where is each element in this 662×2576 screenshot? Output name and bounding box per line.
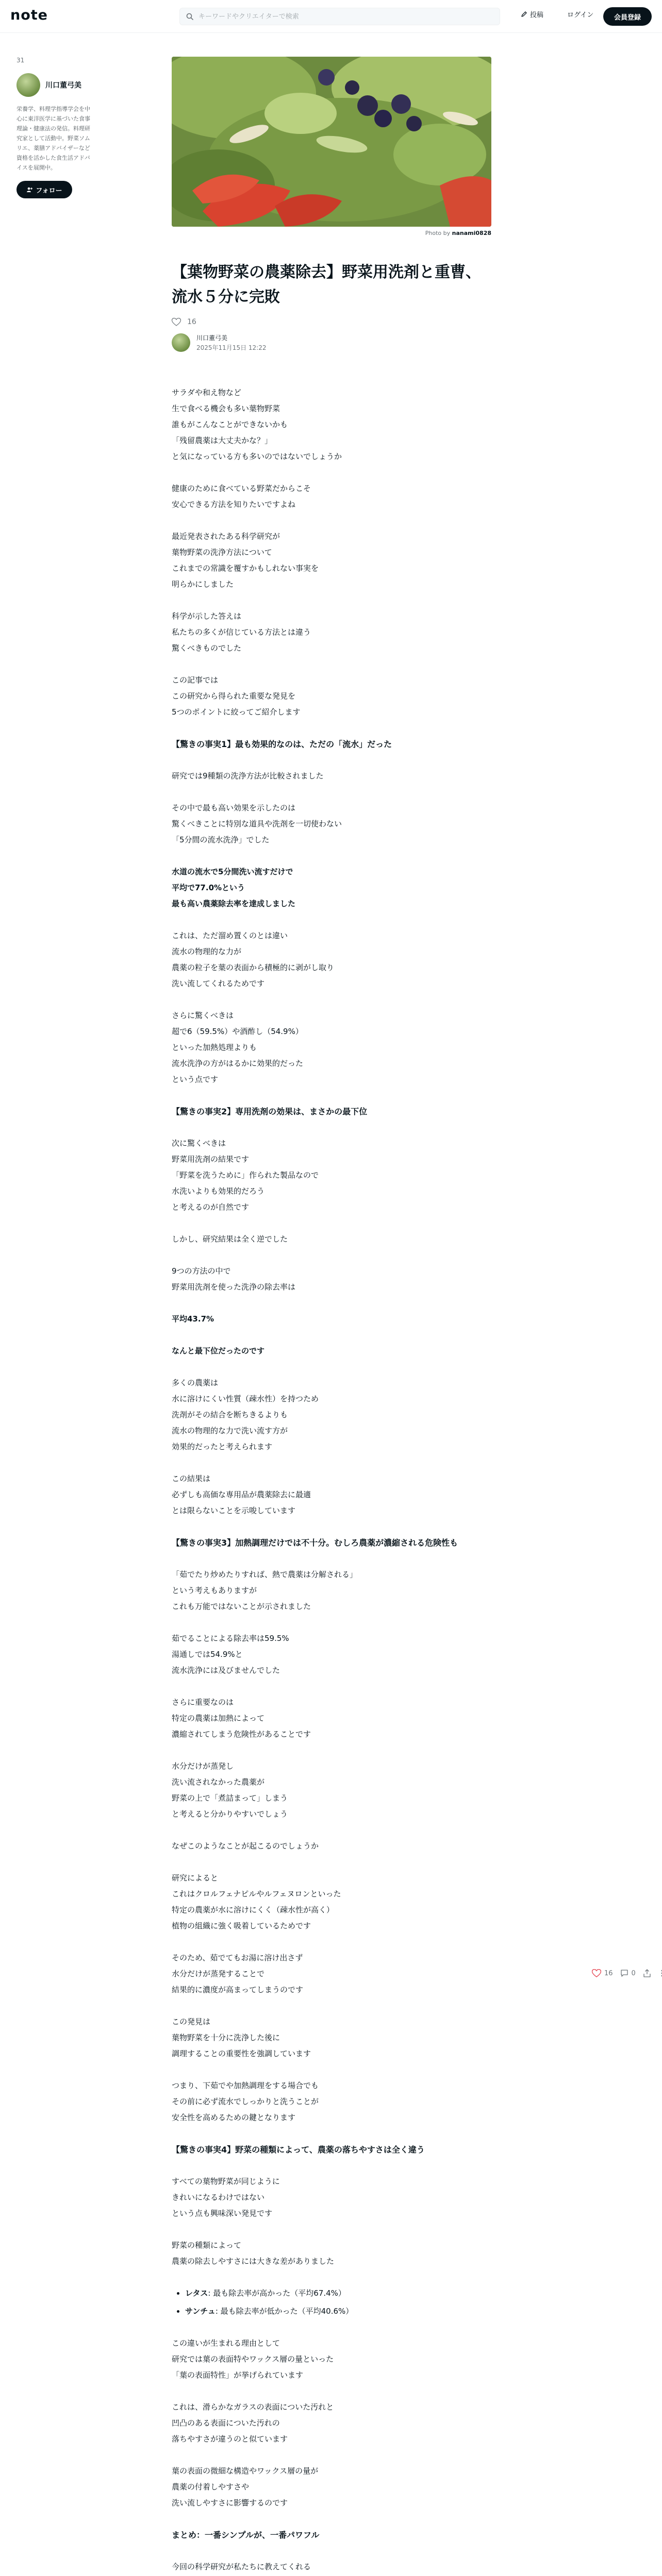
section-heading: 【驚きの事実3】加熱調理だけでは不十分。むしろ農薬が濃縮される危険性も (172, 1538, 458, 1548)
section-heading: 【驚きの事実2】専用洗剤の効果は、まさかの最下位 (172, 1107, 368, 1116)
photo-credit-name[interactable]: nanami0828 (452, 230, 491, 236)
article-paragraph: この結果は 必ずしも高価な専用品が農薬除去に最適 とは限らないことを示唆しています (172, 1474, 311, 1515)
like-row (172, 318, 491, 326)
login-label: ログイン (567, 11, 594, 19)
article-paragraph: この記事では この研究から得られた重要な発見を 5つのポイントに絞ってご紹介します (172, 675, 301, 717)
heart-icon[interactable] (172, 318, 181, 326)
signup-button[interactable] (603, 7, 652, 26)
list-item-label: レタス (185, 2289, 208, 2298)
article-paragraph: 最近発表されたある科学研究が 葉物野菜の洗浄方法について これまでの常識を覆すかもしれない事実を 明らかにしました (172, 532, 319, 589)
sidebar-author[interactable] (16, 73, 94, 97)
note-logo[interactable]: note (10, 7, 48, 23)
article-paragraph: 平均43.7% (172, 1314, 214, 1324)
article-paragraph: 次に驚くべきは 野菜用洗剤の結果です 「野菜を洗うために」作られた製品なので 水洗いよりも効果的だろう と考えるのが自然です (172, 1139, 319, 1212)
list-item-text: : 最も除去率が高かった（平均67.4%） (208, 2289, 346, 2298)
article-paragraph: 研究では9種類の洗浄方法が比較されました (172, 771, 324, 781)
more-icon[interactable] (658, 1969, 662, 1977)
bullet-list (185, 2285, 491, 2319)
comment-count: 0 (631, 1969, 636, 1977)
article-paragraph: そのため、茹でてもお湯に溶け出さず 水分だけが蒸発することで 結果的に濃度が高まってしまうのです (172, 1953, 304, 1994)
section-heading: 【驚きの事実4】野菜の種類によって、農薬の落ちやすさは全く違う (172, 2145, 425, 2155)
article-body (172, 385, 491, 2576)
section-heading: 【驚きの事実1】最も効果的なのは、ただの「流水」だった (172, 739, 392, 749)
search-input[interactable] (198, 13, 467, 21)
comment-icon[interactable] (620, 1969, 628, 1977)
photo-credit-prefix: Photo by (425, 230, 451, 236)
avatar[interactable] (172, 333, 190, 352)
photo-credit (172, 230, 491, 236)
article-paragraph: なぜこのようなことが起こるのでしょうか (172, 1841, 319, 1851)
list-item-text: : 最も除去率が低かった（平均40.6%） (215, 2307, 354, 2316)
publish-date: 2025年11月15日 12:22 (196, 344, 267, 351)
article-paragraph: しかし、研究結果は全く逆でした (172, 1234, 288, 1244)
post-button[interactable] (521, 9, 543, 19)
article-paragraph: サラダや和え物など 生で食べる機会も多い葉物野菜 誰もがこんなことができないかも 「残留農薬は大丈夫かな？」 と気になっている方も多いのではないでしょうか (172, 388, 342, 461)
article-paragraph: さらに驚くべきは 超で6（59.5%）や酒酢し（54.9%） といった加熱処理よりも 流水洗浄の方がはるかに効果的だった という点です (172, 1011, 304, 1084)
article-paragraph: なんと最下位だったのです (172, 1346, 265, 1355)
list-item (185, 2303, 491, 2319)
author-bio: 栄養学、料理学指導学会を中心に東洋医学に基づいた食事理論・健康法の発信。料理研究家として活動中。野菜ソムリエ、薬膳アドバイザーなど資格を活かした食生活アドバイスを展開中。 (16, 106, 90, 171)
article-paragraph: これは、滑らかなガラスの表面についた汚れと 凹凸のある表面についた汚れの 落ちやすさが違うのと似ています (172, 2402, 334, 2444)
salad-photo (172, 57, 491, 227)
article-paragraph: 研究によると これはクロルフェナピルやルフェヌロンといった 特定の農薬が水に溶けにくく（疎水性が高く） 植物の組織に強く吸着しているためです (172, 1873, 341, 1930)
search-box[interactable] (179, 8, 500, 25)
post-label: 投稿 (530, 11, 544, 19)
article-paragraph: 野菜の種類によって 農薬の除去しやすさには大きな差がありました (172, 2241, 335, 2266)
action-bar (592, 1969, 662, 1977)
article-paragraph: 茹でることによる除去率は59.5% 湯通しでは54.9%と 流水洗浄には及びませんでした (172, 1634, 289, 1675)
article-paragraph: 水分だけが蒸発し 洗い流されなかった農薬が 野菜の上で「煮詰まって」しまう と考えると分かりやすいでしょう (172, 1761, 288, 1819)
heart-icon[interactable] (592, 1969, 601, 1977)
section-heading: まとめ：一番シンプルが、一番パワフル (172, 2530, 320, 2540)
site-header (0, 0, 662, 33)
person-plus-icon (26, 187, 32, 193)
article-title: 【葉物野菜の農薬除去】野菜用洗剤と重曹、流水５分に完敗 (172, 263, 481, 306)
article-paragraph: この発見は 葉物野菜を十分に洗浄した後に 調理することの重要性を強調しています (172, 2017, 311, 2058)
article-paragraph: この違いが生まれる理由として 研究では葉の表面特やワックス層の量といった 「葉の表面特性」が挙げられています (172, 2338, 334, 2380)
magazine-count: 31 (16, 57, 25, 64)
article-paragraph: その中で最も高い効果を示したのは 驚くべきことに特別な道具や洗剤を一切使わない 「5分間の流水洗浄」でした (172, 803, 342, 844)
article-paragraph: さらに重要なのは 特定の農薬は加熱によって 濃縮されてしまう危険性があることです (172, 1698, 311, 1739)
article-paragraph: これは、ただ溜め置くのとは違い 流水の物理的な力が 農薬の粒子を葉の表面から積極的に剥がし取り 洗い流してくれるためです (172, 931, 335, 988)
share-icon[interactable] (643, 1969, 651, 1977)
byline-author[interactable]: 川口董弓美 (196, 334, 228, 342)
article-paragraph: つまり、下茹でや加熱調理をする場合でも その前に必ず流水でしっかりと洗うことが 安全性を高めるための鍵となります (172, 2081, 319, 2122)
pencil-icon (521, 11, 527, 18)
avatar[interactable] (16, 73, 40, 97)
article-paragraph: 今回の科学研究が私たちに教えてくれる (172, 2562, 311, 2571)
article-paragraph: 9つの方法の中で 野菜用洗剤を使った洗浄の除去率は (172, 1266, 296, 1292)
article-paragraph: 「茹でたり炒めたりすれば、熱で農薬は分解される」 という考えもありますが これも万能ではないことが示されました (172, 1570, 358, 1611)
article-paragraph: 水道の流水で5分間洗い流すだけで 平均で77.0%という 最も高い農薬除去率を達成しました (172, 867, 296, 908)
like-count: 16 (187, 318, 196, 326)
list-item-label: サンチュ (185, 2307, 216, 2316)
article-paragraph: 健康のために食べている野菜だからこそ 安心できる方法を知りたいですよね (172, 484, 311, 509)
signup-label: 会員登録 (614, 13, 641, 22)
author-sidebar (16, 57, 94, 198)
article-paragraph: 多くの農薬は 水に溶けにくい性質（疎水性）を持つため 洗剤がその結合を断ちきるよりも 流水の物理的な力で洗い流す方が 効果的だったと考えられます (172, 1378, 319, 1451)
follow-label: フォロー (36, 187, 62, 195)
byline (172, 333, 491, 352)
article-paragraph: 科学が示した答えは 私たちの多くが信じている方法とは違う 驚くべきものでした (172, 612, 311, 653)
list-item (185, 2285, 491, 2301)
article-paragraph: すべての葉物野菜が同じように きれいになるわけではない という点も興味深い発見です (172, 2177, 280, 2218)
like-count: 16 (604, 1969, 613, 1977)
hero-image (172, 57, 491, 227)
sidebar-author-name[interactable]: 川口董弓美 (45, 81, 81, 90)
article-paragraph: 葉の表面の微細な構造やワックス層の量が 農薬の付着しやすさや 洗い流しやすさに影響するのです (172, 2466, 319, 2507)
article (172, 57, 491, 2576)
follow-button[interactable] (16, 181, 72, 198)
search-icon (186, 13, 193, 20)
login-button[interactable] (567, 9, 593, 19)
